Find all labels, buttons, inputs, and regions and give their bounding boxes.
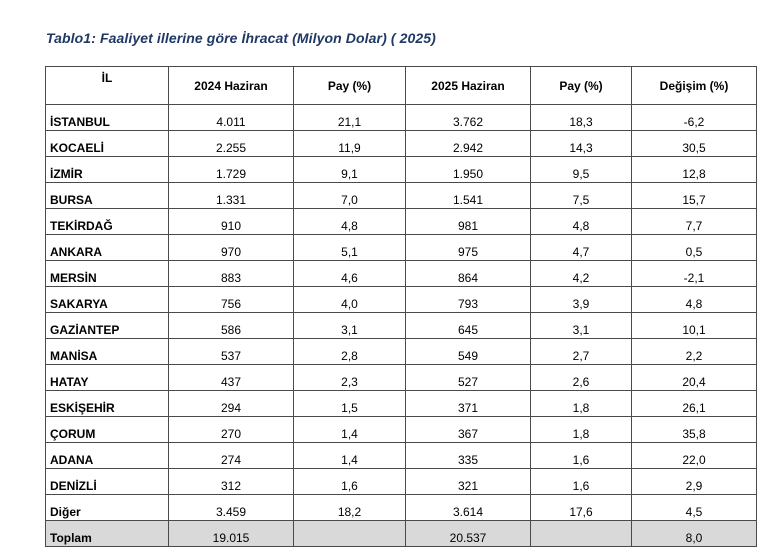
cell-il: GAZİANTEP bbox=[46, 313, 169, 339]
cell-2025: 1.950 bbox=[406, 157, 531, 183]
cell-il: MERSİN bbox=[46, 261, 169, 287]
cell-2024: 910 bbox=[169, 209, 294, 235]
cell-pay-2024: 1,5 bbox=[294, 391, 406, 417]
cell-pay-2024: 2,8 bbox=[294, 339, 406, 365]
cell-2024: 2.255 bbox=[169, 131, 294, 157]
cell-change: 4,5 bbox=[632, 495, 757, 521]
cell-change: -2,1 bbox=[632, 261, 757, 287]
cell-il: ESKİŞEHİR bbox=[46, 391, 169, 417]
cell-pay-2024: 3,1 bbox=[294, 313, 406, 339]
cell-2025: 549 bbox=[406, 339, 531, 365]
cell-2024: 312 bbox=[169, 469, 294, 495]
table-row bbox=[46, 131, 757, 157]
cell-change: 26,1 bbox=[632, 391, 757, 417]
cell-pay-2025: 4,8 bbox=[531, 209, 632, 235]
cell-pay-2025: 2,7 bbox=[531, 339, 632, 365]
cell-change: 15,7 bbox=[632, 183, 757, 209]
cell-pay-2025: 18,3 bbox=[531, 105, 632, 131]
cell-il: İSTANBUL bbox=[46, 105, 169, 131]
cell-2024: 756 bbox=[169, 287, 294, 313]
export-table bbox=[45, 66, 757, 547]
cell-2024: 1.729 bbox=[169, 157, 294, 183]
cell-il: KOCAELİ bbox=[46, 131, 169, 157]
cell-pay-2024: 4,0 bbox=[294, 287, 406, 313]
cell-2024: 537 bbox=[169, 339, 294, 365]
cell-il: BURSA bbox=[46, 183, 169, 209]
cell-change: 4,8 bbox=[632, 287, 757, 313]
header-il: İL bbox=[46, 67, 169, 105]
cell-pay-2025: 1,8 bbox=[531, 417, 632, 443]
cell-pay-2025: 1,6 bbox=[531, 469, 632, 495]
cell-2024: 270 bbox=[169, 417, 294, 443]
table-row bbox=[46, 287, 757, 313]
cell-il: MANİSA bbox=[46, 339, 169, 365]
cell-pay-2024: 1,4 bbox=[294, 417, 406, 443]
total-cell-il: Toplam bbox=[46, 521, 169, 547]
table-row bbox=[46, 365, 757, 391]
cell-2025: 3.762 bbox=[406, 105, 531, 131]
cell-2025: 864 bbox=[406, 261, 531, 287]
cell-2025: 335 bbox=[406, 443, 531, 469]
header-change: Değişim (%) bbox=[632, 67, 757, 105]
table-row bbox=[46, 261, 757, 287]
cell-2024: 970 bbox=[169, 235, 294, 261]
total-row bbox=[46, 521, 757, 547]
header-pay-2025: Pay (%) bbox=[531, 67, 632, 105]
cell-2025: 975 bbox=[406, 235, 531, 261]
cell-pay-2025: 3,1 bbox=[531, 313, 632, 339]
header-2024: 2024 Haziran bbox=[169, 67, 294, 105]
cell-il: ANKARA bbox=[46, 235, 169, 261]
cell-pay-2025: 4,2 bbox=[531, 261, 632, 287]
cell-2024: 274 bbox=[169, 443, 294, 469]
cell-2024: 4.011 bbox=[169, 105, 294, 131]
cell-change: 35,8 bbox=[632, 417, 757, 443]
cell-il: Diğer bbox=[46, 495, 169, 521]
cell-change: 10,1 bbox=[632, 313, 757, 339]
cell-2025: 645 bbox=[406, 313, 531, 339]
cell-pay-2025: 2,6 bbox=[531, 365, 632, 391]
cell-2025: 1.541 bbox=[406, 183, 531, 209]
cell-pay-2024: 1,6 bbox=[294, 469, 406, 495]
header-row bbox=[46, 67, 757, 105]
total-cell-2024: 19.015 bbox=[169, 521, 294, 547]
cell-pay-2024: 4,8 bbox=[294, 209, 406, 235]
table-row bbox=[46, 105, 757, 131]
cell-il: HATAY bbox=[46, 365, 169, 391]
header-pay-2024: Pay (%) bbox=[294, 67, 406, 105]
total-cell-pay-2024 bbox=[294, 521, 406, 547]
cell-il: DENİZLİ bbox=[46, 469, 169, 495]
total-cell-2025: 20.537 bbox=[406, 521, 531, 547]
cell-il: ADANA bbox=[46, 443, 169, 469]
cell-2024: 437 bbox=[169, 365, 294, 391]
table-row bbox=[46, 313, 757, 339]
cell-pay-2024: 4,6 bbox=[294, 261, 406, 287]
cell-change: -6,2 bbox=[632, 105, 757, 131]
table-row bbox=[46, 339, 757, 365]
cell-pay-2025: 17,6 bbox=[531, 495, 632, 521]
cell-change: 30,5 bbox=[632, 131, 757, 157]
cell-2024: 586 bbox=[169, 313, 294, 339]
cell-2025: 367 bbox=[406, 417, 531, 443]
cell-pay-2024: 9,1 bbox=[294, 157, 406, 183]
cell-il: SAKARYA bbox=[46, 287, 169, 313]
cell-2024: 294 bbox=[169, 391, 294, 417]
cell-2025: 527 bbox=[406, 365, 531, 391]
cell-change: 22,0 bbox=[632, 443, 757, 469]
cell-2025: 3.614 bbox=[406, 495, 531, 521]
cell-change: 0,5 bbox=[632, 235, 757, 261]
cell-change: 2,9 bbox=[632, 469, 757, 495]
cell-2025: 371 bbox=[406, 391, 531, 417]
cell-pay-2025: 14,3 bbox=[531, 131, 632, 157]
cell-pay-2024: 7,0 bbox=[294, 183, 406, 209]
table-body bbox=[46, 105, 757, 547]
cell-pay-2024: 1,4 bbox=[294, 443, 406, 469]
cell-pay-2025: 1,8 bbox=[531, 391, 632, 417]
cell-pay-2025: 9,5 bbox=[531, 157, 632, 183]
cell-il: TEKİRDAĞ bbox=[46, 209, 169, 235]
total-cell-pay-2025 bbox=[531, 521, 632, 547]
cell-il: İZMİR bbox=[46, 157, 169, 183]
cell-2025: 981 bbox=[406, 209, 531, 235]
total-cell-change: 8,0 bbox=[632, 521, 757, 547]
cell-2025: 321 bbox=[406, 469, 531, 495]
cell-2025: 2.942 bbox=[406, 131, 531, 157]
cell-pay-2024: 18,2 bbox=[294, 495, 406, 521]
cell-2025: 793 bbox=[406, 287, 531, 313]
table-row bbox=[46, 235, 757, 261]
cell-change: 2,2 bbox=[632, 339, 757, 365]
cell-pay-2025: 3,9 bbox=[531, 287, 632, 313]
table-row bbox=[46, 417, 757, 443]
table-row bbox=[46, 495, 757, 521]
table-row bbox=[46, 157, 757, 183]
cell-pay-2024: 5,1 bbox=[294, 235, 406, 261]
table-title: Tablo1: Faaliyet illerine göre İhracat (Milyon Dolar) ( 2025) bbox=[46, 30, 436, 46]
cell-2024: 883 bbox=[169, 261, 294, 287]
cell-pay-2024: 21,1 bbox=[294, 105, 406, 131]
header-2025: 2025 Haziran bbox=[406, 67, 531, 105]
cell-pay-2025: 4,7 bbox=[531, 235, 632, 261]
table-row bbox=[46, 469, 757, 495]
cell-change: 20,4 bbox=[632, 365, 757, 391]
table-row bbox=[46, 183, 757, 209]
cell-change: 7,7 bbox=[632, 209, 757, 235]
cell-il: ÇORUM bbox=[46, 417, 169, 443]
table-row bbox=[46, 209, 757, 235]
table-row bbox=[46, 443, 757, 469]
cell-2024: 1.331 bbox=[169, 183, 294, 209]
cell-pay-2024: 2,3 bbox=[294, 365, 406, 391]
cell-pay-2024: 11,9 bbox=[294, 131, 406, 157]
cell-change: 12,8 bbox=[632, 157, 757, 183]
cell-pay-2025: 7,5 bbox=[531, 183, 632, 209]
cell-pay-2025: 1,6 bbox=[531, 443, 632, 469]
cell-2024: 3.459 bbox=[169, 495, 294, 521]
table-row bbox=[46, 391, 757, 417]
